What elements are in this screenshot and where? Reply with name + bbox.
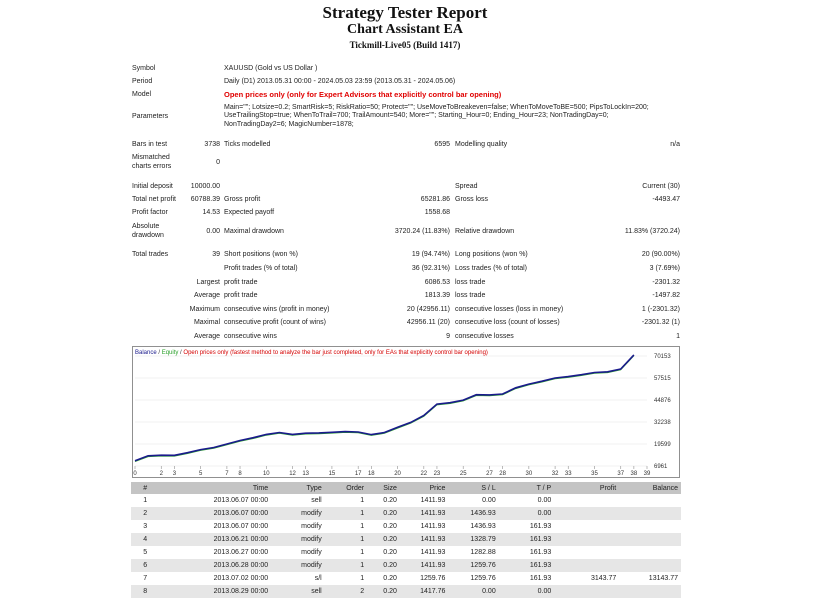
trade-type: sell xyxy=(271,585,325,598)
trade-price: 1411.93 xyxy=(400,559,448,572)
table-row xyxy=(131,494,681,507)
period-label: Period xyxy=(132,78,153,85)
trade-price: 1411.93 xyxy=(420,549,446,556)
col-number-header: # xyxy=(131,482,159,494)
trade-sl: 1436.93 xyxy=(448,507,498,520)
legend-sep-1: / xyxy=(156,350,162,356)
trade-profit xyxy=(554,546,619,559)
maximal-consecutive-loss-label: consecutive loss (count of losses) xyxy=(455,319,560,326)
trade-number: 3 xyxy=(143,523,148,530)
x-tick-label: 13 xyxy=(302,471,310,477)
average-loss-label: loss trade xyxy=(455,292,486,299)
trade-size: 0.20 xyxy=(383,497,397,504)
gross-profit-value: 65281.86 xyxy=(420,196,450,203)
profit-trades-value: 36 (92.31%) xyxy=(411,265,450,272)
table-row xyxy=(131,572,681,585)
absolute-drawdown-label-2: drawdown xyxy=(132,232,164,239)
trade-number: 8 xyxy=(131,585,159,598)
trade-balance xyxy=(619,559,681,572)
initial-deposit-label: Initial deposit xyxy=(132,183,173,190)
col-order-header: Order xyxy=(325,482,367,494)
col-balance-header: Balance xyxy=(619,482,681,494)
trade-price: 1411.93 xyxy=(420,497,446,504)
average-label: Average xyxy=(194,292,220,299)
x-tick-label: 20 xyxy=(394,471,401,477)
trade-type: modify xyxy=(301,549,322,556)
trade-order: 2 xyxy=(325,585,367,598)
profit-factor-label: Profit factor xyxy=(132,209,168,216)
spread-label: Spread xyxy=(455,183,478,190)
col-type-header: Type xyxy=(271,482,325,494)
period-value: Daily (D1) 2013.05.31 00:00 - 2024.05.03 23:59 (2013.05.31 - 2024.05.06) xyxy=(224,78,456,85)
largest-loss-value: -2301.32 xyxy=(652,279,680,286)
largest-profit-value: 6086.53 xyxy=(424,279,450,286)
trade-balance xyxy=(619,546,681,559)
mismatched-label-2: charts errors xyxy=(132,163,172,170)
average-consecutive-losses-value: 1 xyxy=(676,333,680,340)
average-consecutive-losses-label: consecutive losses xyxy=(455,333,514,340)
symbol-value: XAUUSD (Gold vs US Dollar ) xyxy=(224,65,318,72)
average-loss-value: -1497.82 xyxy=(652,292,680,299)
trade-tp: 0.00 xyxy=(499,507,555,520)
trade-order: 1 xyxy=(325,559,367,572)
legend-sep-2: / xyxy=(178,350,184,356)
trade-order: 1 xyxy=(360,497,365,504)
net-profit-value: 60788.39 xyxy=(190,196,220,203)
short-positions-value: 19 (94.74%) xyxy=(411,251,450,258)
net-profit-label: Total net profit xyxy=(132,196,176,203)
trade-type: sell xyxy=(311,497,322,504)
trade-balance xyxy=(619,520,681,533)
gross-profit-label: Gross profit xyxy=(224,196,261,203)
y-tick-label: 32238 xyxy=(654,419,671,426)
x-tick-label: 5 xyxy=(198,471,203,477)
trade-balance xyxy=(619,507,681,520)
average-profit-value: 1813.39 xyxy=(424,292,450,299)
trades-header-row xyxy=(131,482,681,494)
max-consecutive-wins-value: 20 (42956.11) xyxy=(406,306,450,313)
trade-time: 2013.06.07 00:00 xyxy=(213,497,269,504)
trade-sl: 1259.76 xyxy=(470,575,496,582)
maximal-consecutive-loss-value: -2301.32 (1) xyxy=(641,319,680,326)
max-drawdown-value: 3720.24 (11.83%) xyxy=(394,228,450,235)
x-tick-label: 32 xyxy=(551,471,559,477)
short-positions-label: Short positions (won %) xyxy=(224,251,298,258)
x-tick-label: 7 xyxy=(225,471,229,477)
trade-price: 1417.76 xyxy=(400,585,448,598)
gross-loss-value: -4493.47 xyxy=(652,196,680,203)
modelling-label: Modelling quality xyxy=(455,141,508,148)
y-tick-label: 44876 xyxy=(654,398,671,405)
trade-order: 1 xyxy=(325,507,367,520)
trade-number: 1 xyxy=(143,497,148,504)
ticks-value: 6595 xyxy=(434,141,450,148)
trade-type: modify xyxy=(271,507,325,520)
y-tick-label: 6961 xyxy=(654,464,668,470)
y-tick-label: 19599 xyxy=(654,442,671,449)
expected-payoff-label: Expected payoff xyxy=(224,209,275,216)
trade-balance xyxy=(619,585,681,598)
x-tick-label: 12 xyxy=(289,471,296,477)
trade-size: 0.20 xyxy=(367,585,400,598)
trade-order: 1 xyxy=(360,549,365,556)
x-tick-label: 25 xyxy=(459,471,467,477)
x-tick-label: 33 xyxy=(564,471,572,477)
chart-frame xyxy=(133,347,680,478)
trade-tp: 0.00 xyxy=(537,497,552,504)
trade-balance xyxy=(619,494,681,507)
trade-type: s/l xyxy=(314,575,322,582)
trades-table xyxy=(131,482,681,598)
total-trades-value: 39 xyxy=(212,251,220,258)
trade-time: 2013.06.07 00:00 xyxy=(159,507,271,520)
bars-value: 3738 xyxy=(204,141,220,148)
x-tick-label: 15 xyxy=(328,471,336,477)
trade-order: 1 xyxy=(360,575,365,582)
table-row xyxy=(131,585,681,598)
server-build: Tickmill-Live05 (Build 1417) xyxy=(349,40,461,50)
x-tick-label: 39 xyxy=(643,471,651,477)
x-tick-label: 3 xyxy=(172,471,177,477)
trade-size: 0.20 xyxy=(383,523,397,530)
trade-type: modify xyxy=(271,533,325,546)
trade-price: 1259.76 xyxy=(420,575,446,582)
col-tp-header: T / P xyxy=(499,482,555,494)
trade-sl: 1259.76 xyxy=(448,559,498,572)
absolute-drawdown-value: 0.00 xyxy=(206,228,220,235)
col-size-header: Size xyxy=(367,482,400,494)
trade-order: 1 xyxy=(360,523,365,530)
symbol-label: Symbol xyxy=(132,65,156,72)
trade-number: 2 xyxy=(131,507,159,520)
trade-profit xyxy=(554,494,619,507)
table-row xyxy=(131,520,681,533)
legend-note: Open prices only (fastest method to analyze the bar just completed, only for EAs that explicitly control bar opening) xyxy=(183,350,488,356)
trade-size: 0.20 xyxy=(367,559,400,572)
col-sl-header: S / L xyxy=(448,482,498,494)
table-row xyxy=(131,559,681,572)
trade-size: 0.20 xyxy=(367,533,400,546)
x-tick-label: 38 xyxy=(630,471,638,477)
trade-time: 2013.06.21 00:00 xyxy=(159,533,271,546)
max-consecutive-wins-label: consecutive wins (profit in money) xyxy=(224,306,330,313)
average-consecutive-wins-label: consecutive wins xyxy=(224,333,277,340)
trade-tp: 0.00 xyxy=(499,585,555,598)
trade-profit xyxy=(554,533,619,546)
trade-type: modify xyxy=(271,559,325,572)
trade-time: 2013.06.27 00:00 xyxy=(213,549,269,556)
trade-profit xyxy=(554,507,619,520)
table-row xyxy=(131,533,681,546)
parameters-value: Main=""; Lotsize=0.2; SmartRisk=5; RiskRatio=50; Protect=""; UseMoveToBreakeven=false; WhenToMoveToBE=500; PipsToLockIn=200; UseTrailingStop=true; WhenToTrail=700; TrailAmount=540; More=""; Starting_Hour=0; Ending_Hour=23; NonTradingDay=0; NonTradingDay2=6; MagicNumber=1878; xyxy=(224,104,649,128)
relative-drawdown-value: 11.83% (3720.24) xyxy=(624,228,680,235)
parameters-label: Parameters xyxy=(132,113,169,120)
trade-type: modify xyxy=(301,523,322,530)
trade-order: 1 xyxy=(325,533,367,546)
col-profit-header: Profit xyxy=(554,482,619,494)
ea-name: Chart Assistant EA xyxy=(347,22,463,37)
trade-size: 0.20 xyxy=(367,507,400,520)
relative-drawdown-label: Relative drawdown xyxy=(455,228,515,235)
trade-number: 6 xyxy=(131,559,159,572)
trade-tp: 161.93 xyxy=(499,559,555,572)
trade-time: 2013.07.02 00:00 xyxy=(213,575,269,582)
trade-profit xyxy=(554,585,619,598)
x-tick-label: 17 xyxy=(354,471,362,477)
gross-loss-label: Gross loss xyxy=(455,196,489,203)
trade-number: 5 xyxy=(143,549,148,556)
trade-price: 1411.93 xyxy=(400,507,448,520)
report-title: Strategy Tester Report xyxy=(322,3,488,22)
profit-factor-value: 14.53 xyxy=(202,209,220,216)
absolute-drawdown-label-1: Absolute xyxy=(132,223,160,230)
mismatched-value: 0 xyxy=(216,159,220,166)
maximum-label: Maximum xyxy=(189,306,220,313)
table-row xyxy=(131,507,681,520)
mismatched-label-1: Mismatched xyxy=(132,154,170,161)
table-row xyxy=(131,546,681,559)
trade-tp: 161.93 xyxy=(499,533,555,546)
trade-size: 0.20 xyxy=(383,575,397,582)
largest-label: Largest xyxy=(196,279,220,286)
average-consecutive-wins-value: 9 xyxy=(446,333,450,340)
x-tick-label: 18 xyxy=(367,471,375,477)
modelling-value: n/a xyxy=(670,141,680,148)
maximal-consecutive-profit-label: consecutive profit (count of wins) xyxy=(224,319,326,326)
maximal-consecutive-profit-value: 42956.11 (20) xyxy=(406,319,450,326)
trade-sl: 1282.88 xyxy=(470,549,496,556)
trade-time: 2013.08.29 00:00 xyxy=(159,585,271,598)
trade-tp: 161.93 xyxy=(529,575,552,582)
trade-number: 7 xyxy=(143,575,148,582)
trade-size: 0.20 xyxy=(383,549,397,556)
long-positions-label: Long positions (won %) xyxy=(455,251,528,258)
largest-loss-label: loss trade xyxy=(455,279,486,286)
x-tick-label: 10 xyxy=(262,471,270,477)
max-consecutive-losses-value: 1 (-2301.32) xyxy=(641,306,680,313)
trade-sl: 0.00 xyxy=(448,585,498,598)
trade-profit xyxy=(554,520,619,533)
x-tick-label: 27 xyxy=(486,471,493,477)
model-label: Model xyxy=(132,91,152,98)
largest-profit-label: profit trade xyxy=(224,279,258,286)
x-tick-label: 2 xyxy=(159,471,163,477)
trade-profit: 3143.77 xyxy=(590,575,617,582)
x-tick-label: 30 xyxy=(525,471,533,477)
x-tick-label: 28 xyxy=(499,471,506,477)
trade-sl: 0.00 xyxy=(482,497,496,504)
x-tick-label: 0 xyxy=(133,471,137,477)
x-tick-label: 8 xyxy=(238,471,242,477)
trade-profit xyxy=(554,559,619,572)
bars-label: Bars in test xyxy=(132,141,168,148)
trade-sl: 1436.93 xyxy=(470,523,496,530)
max-consecutive-losses-label: consecutive losses (loss in money) xyxy=(455,306,564,313)
trade-time: 2013.06.07 00:00 xyxy=(213,523,269,530)
total-trades-label: Total trades xyxy=(132,251,169,258)
maximal-label: Maximal xyxy=(193,319,220,326)
balance-chart xyxy=(132,346,680,478)
y-tick-label: 70153 xyxy=(654,354,671,360)
initial-deposit-value: 10000.00 xyxy=(190,183,220,190)
col-time-header: Time xyxy=(159,482,271,494)
expected-payoff-value: 1558.68 xyxy=(424,209,450,216)
trade-price: 1411.93 xyxy=(400,533,448,546)
average-profit-label: profit trade xyxy=(224,292,258,299)
trade-price: 1411.93 xyxy=(420,523,446,530)
model-value: Open prices only (only for Expert Advisors that explicitly control bar opening) xyxy=(224,90,502,99)
average-consecutive-label: Average xyxy=(194,333,220,340)
loss-trades-label: Loss trades (% of total) xyxy=(455,265,527,272)
x-tick-label: 22 xyxy=(420,471,428,477)
col-price-header: Price xyxy=(400,482,448,494)
spread-value: Current (30) xyxy=(642,183,680,190)
x-tick-label: 23 xyxy=(433,471,441,477)
ticks-label: Ticks modelled xyxy=(224,141,271,148)
trade-balance xyxy=(619,533,681,546)
trades-body xyxy=(131,494,681,598)
trade-tp: 161.93 xyxy=(529,549,552,556)
max-drawdown-label: Maximal drawdown xyxy=(224,228,284,235)
loss-trades-value: 3 (7.69%) xyxy=(649,265,680,272)
chart-legend xyxy=(135,350,488,356)
y-tick-label: 57515 xyxy=(654,375,671,382)
trade-tp: 161.93 xyxy=(529,523,552,530)
x-tick-label: 35 xyxy=(591,471,598,477)
trade-sl: 1328.79 xyxy=(448,533,498,546)
trade-number: 4 xyxy=(131,533,159,546)
x-tick-label: 37 xyxy=(617,471,625,477)
long-positions-value: 20 (90.00%) xyxy=(641,251,680,258)
trade-time: 2013.06.28 00:00 xyxy=(159,559,271,572)
profit-trades-label: Profit trades (% of total) xyxy=(224,265,298,272)
legend-balance: Balance xyxy=(135,350,157,356)
trade-balance: 13143.77 xyxy=(648,575,678,582)
legend-equity: Equity xyxy=(161,350,179,356)
